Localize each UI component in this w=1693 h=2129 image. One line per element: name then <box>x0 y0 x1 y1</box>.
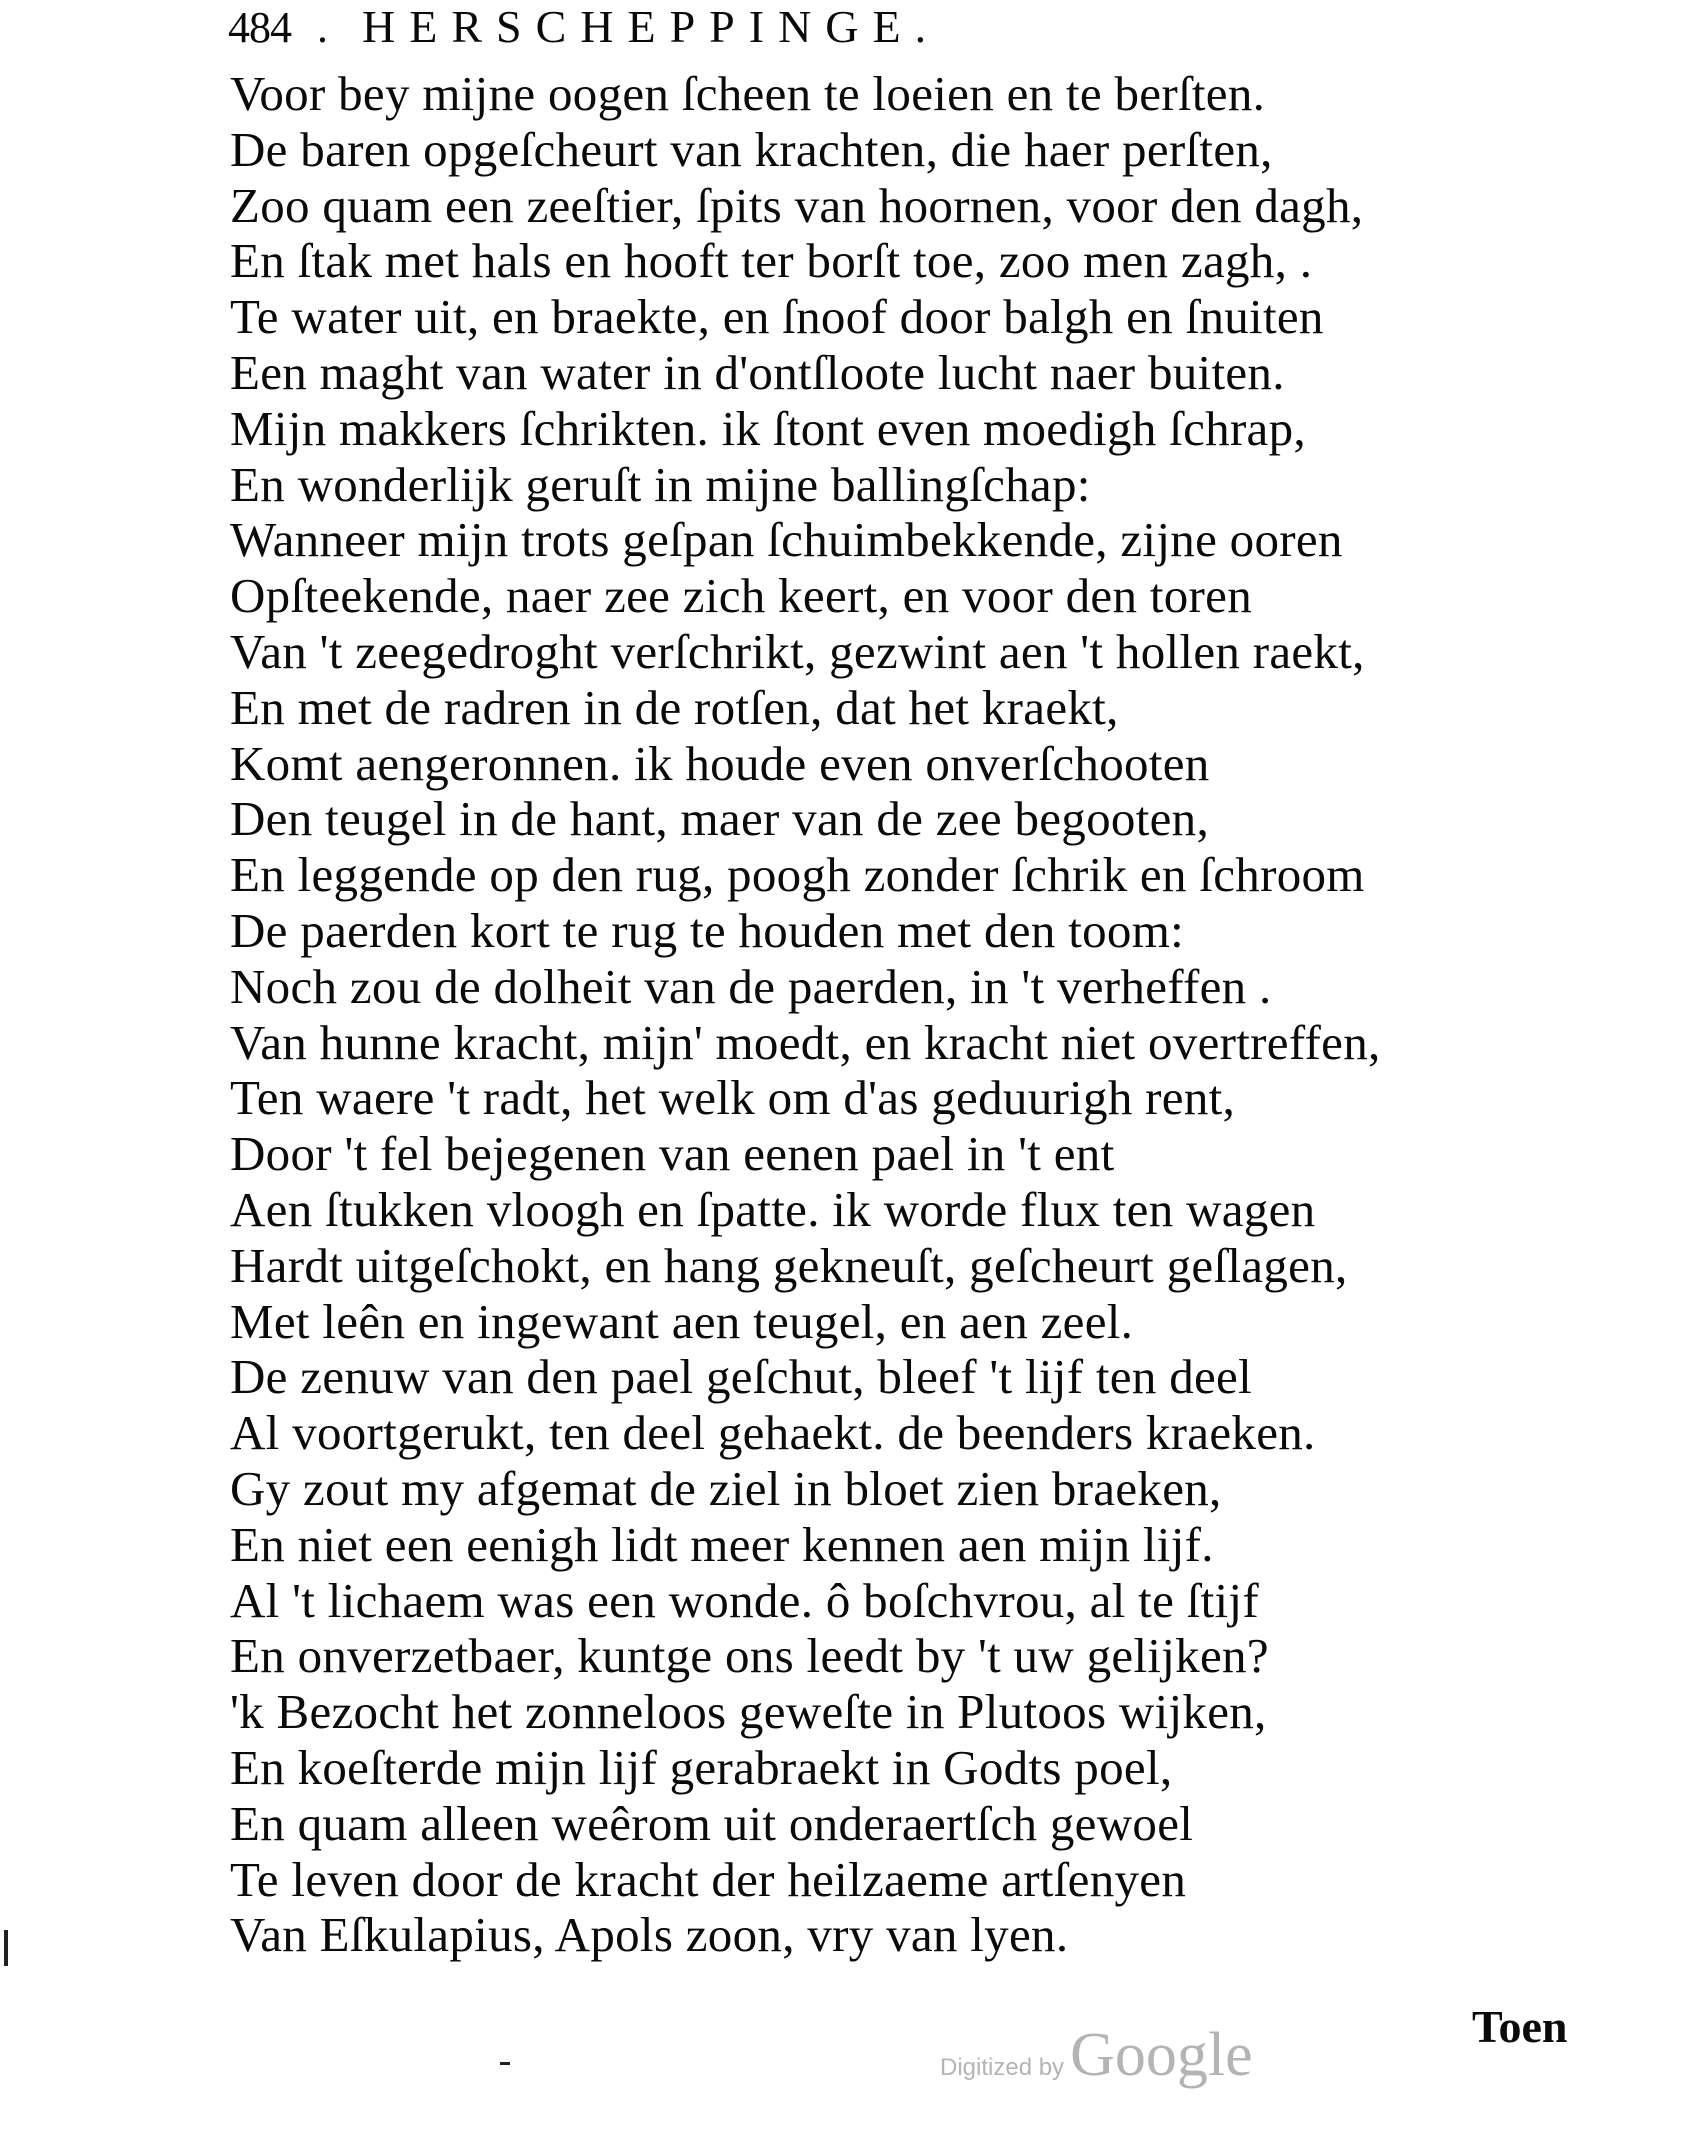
page-header <box>228 0 940 56</box>
verse-line: Een maght van water in d'ontſloote lucht naer buiten. <box>230 344 1285 400</box>
verse-line: Noch zou de dolheit van de paerden, in 't verheffen . <box>230 958 1272 1014</box>
verse-line: Al voortgerukt, ten deel gehaekt. de beenders kraeken. <box>230 1405 1316 1461</box>
verse-line: Van 't zeegedroght verſchrikt, gezwint aen 't hollen raekt, <box>230 623 1365 679</box>
verse-line: De paerden kort te rug te houden met den toom: <box>230 902 1185 958</box>
catchword: Toen <box>1472 2001 1568 2052</box>
verse-line: En ſtak met hals en hooft ter borſt toe, zoo men zagh, . <box>230 233 1313 289</box>
digitized-watermark <box>940 2020 1253 2091</box>
verse-line: Komt aengeronnen. ik houde even onverſchooten <box>230 735 1210 791</box>
header-separator: . <box>317 3 328 52</box>
verse-line: Wanneer mijn trots geſpan ſchuimbekkende, zijne ooren <box>230 512 1343 568</box>
verse-line: Te leven door de kracht der heilzaeme artſenyen <box>230 1851 1187 1907</box>
verse-line: Door 't fel bejegenen van eenen pael in 't ent <box>230 1126 1115 1182</box>
verse-line: En quam alleen weêrom uit onderaertſch gewoel <box>230 1795 1194 1851</box>
verse-line: 'k Bezocht het zonneloos geweſte in Plutoos wijken, <box>230 1684 1267 1740</box>
verse-line: Hardt uitgeſchokt, en hang gekneuſt, geſcheurt geſlagen, <box>230 1237 1348 1293</box>
verse-line: Te water uit, en braekte, en ſnoof door balgh en ſnuiten <box>230 289 1324 345</box>
watermark-prefix: Digitized by <box>940 2054 1065 2081</box>
verse-line: En wonderlijk geruſt in mijne ballingſchap: <box>230 456 1091 512</box>
verse-line: Zoo quam een zeeſtier, ſpits van hoornen, voor den dagh, <box>230 177 1364 233</box>
watermark-brand: Google <box>1070 2021 1253 2089</box>
verse-line: Al 't lichaem was een wonde. ô boſchvrou, al te ſtijf <box>230 1572 1259 1628</box>
verse-line: Voor bey mijne oogen ſcheen te loeien en te berſten. <box>230 66 1266 121</box>
verse-line: En niet een eenigh lidt meer kennen aen mijn lijf. <box>230 1516 1214 1572</box>
verse-line: En onverzetbaer, kuntge ons leedt by 't uw gelijken? <box>230 1628 1269 1684</box>
verse-line: Met leên en ingewant aen teugel, en aen zeel. <box>230 1293 1134 1349</box>
verse-line: Opſteekende, naer zee zich keert, en voor den toren <box>230 568 1253 624</box>
verse-line: Gy zout my afgemat de ziel in bloet zien braeken, <box>230 1460 1222 1516</box>
verse-line: En leggende op den rug, poogh zonder ſchrik en ſchroom <box>230 847 1365 903</box>
verse-line: Ten waere 't radt, het welk om d'as geduurigh rent, <box>230 1070 1236 1126</box>
verse-line: Mijn makkers ſchrikten. ik ſtont even moedigh ſchrap, <box>230 400 1306 456</box>
verse-line: De zenuw van den pael geſchut, bleef 't lijf ten deel <box>230 1349 1253 1405</box>
verse-line: En met de radren in de rotſen, dat het kraekt, <box>230 679 1119 735</box>
verse-body <box>230 66 1650 1963</box>
verse-line: En koeſterde mijn lijf gerabraekt in Godts poel, <box>230 1739 1173 1795</box>
page-number: 484 <box>228 3 291 52</box>
verse-line: Aen ſtukken vloogh en ſpatte. ik worde flux ten wagen <box>230 1181 1316 1237</box>
verse-line: De baren opgeſcheurt van krachten, die haer perſten, <box>230 121 1273 177</box>
running-title: HERSCHEPPINGE. <box>362 1 941 52</box>
verse-line: Van Eſkulapius, Apols zoon, vry van lyen. <box>230 1907 1069 1963</box>
verse-line: Den teugel in de hant, maer van de zee begooten, <box>230 791 1210 847</box>
ink-speck <box>500 2062 510 2065</box>
page-edge-mark <box>4 1930 8 1966</box>
verse-line: Van hunne kracht, mijn' moedt, en kracht niet overtreffen, <box>230 1014 1381 1070</box>
